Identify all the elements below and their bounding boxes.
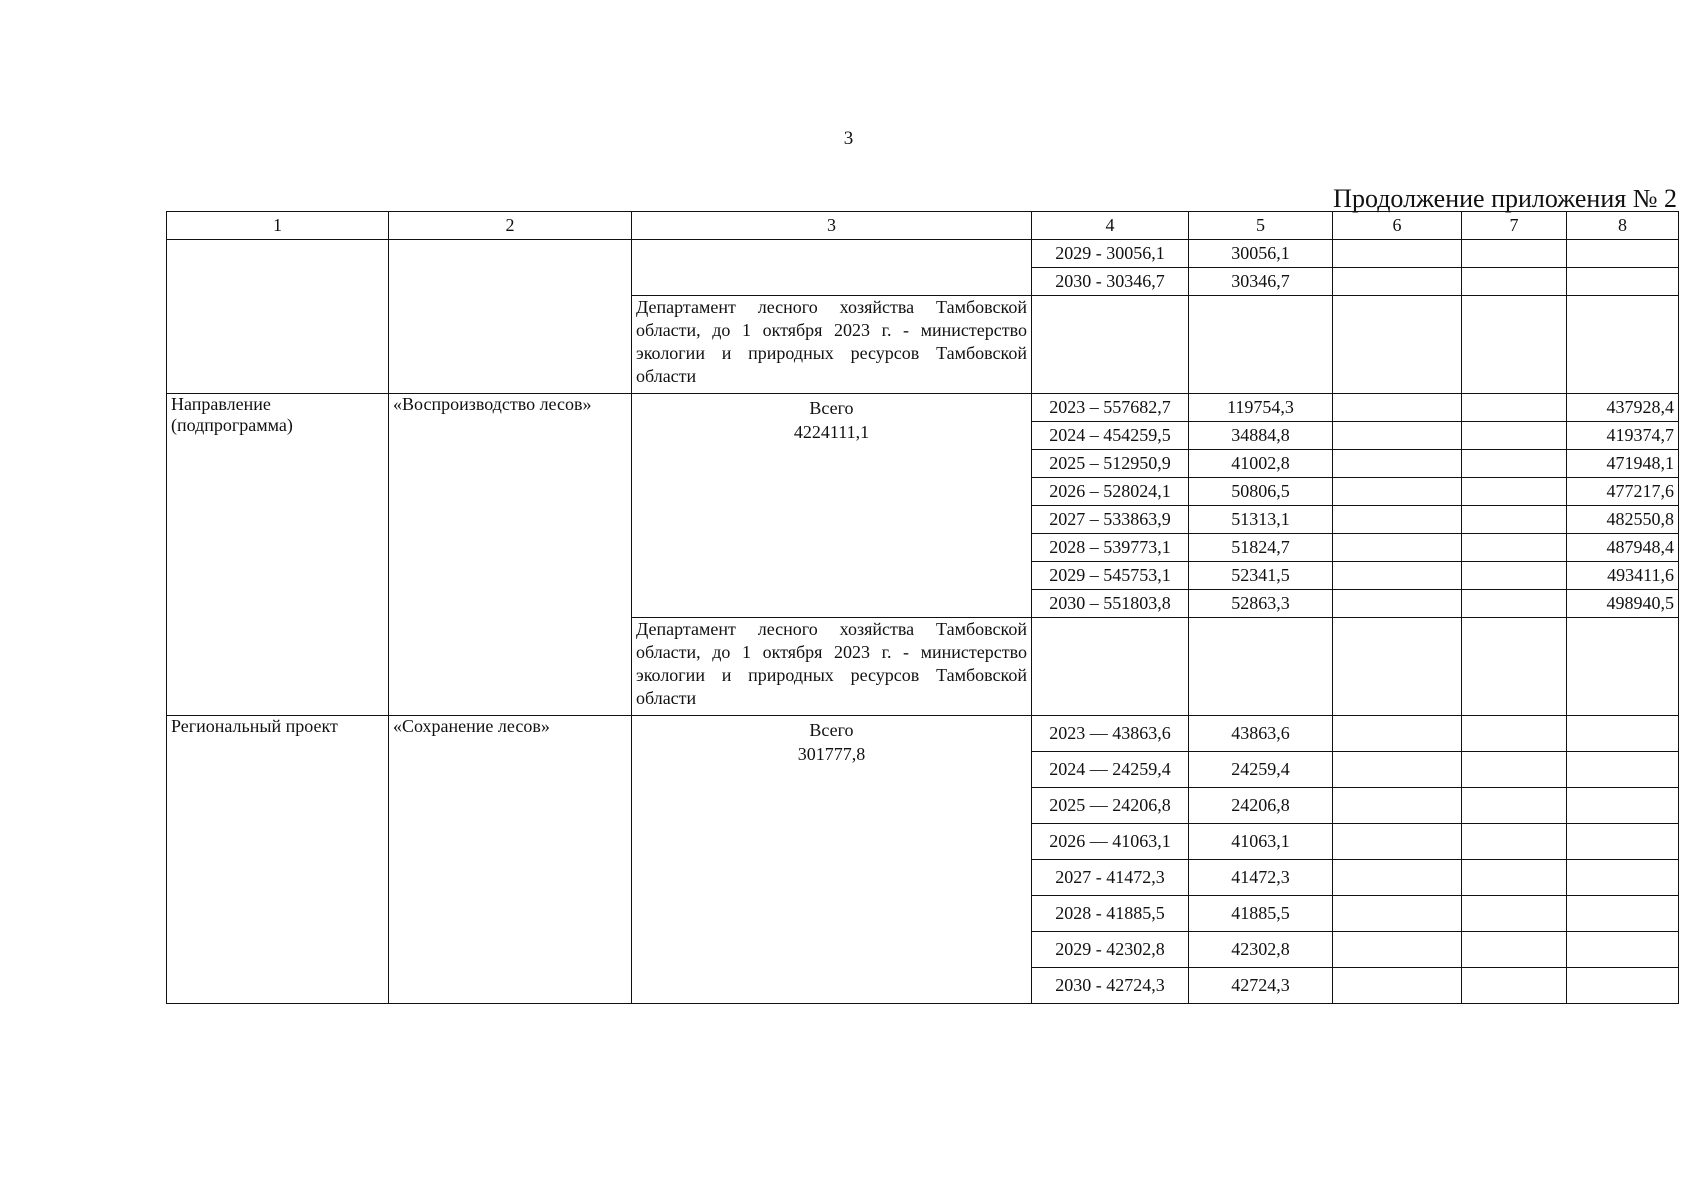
table-row: [167, 716, 1679, 752]
col5-cell: 42724,3: [1189, 968, 1333, 1004]
col8-cell: [1567, 240, 1679, 268]
col6-cell: [1333, 932, 1462, 968]
col6-cell: [1333, 860, 1462, 896]
program-type-cell: Направление (подпрограмма): [167, 394, 389, 716]
col7-cell: [1462, 590, 1567, 618]
col7-cell: [1462, 562, 1567, 590]
col6-cell: [1333, 478, 1462, 506]
year-total-cell: 2023 — 43863,6: [1032, 716, 1189, 752]
column-number: 8: [1567, 212, 1679, 240]
column-number: 5: [1189, 212, 1333, 240]
col5-cell: 42302,8: [1189, 932, 1333, 968]
col8-cell: 437928,4: [1567, 394, 1679, 422]
empty-cell: [1189, 296, 1333, 394]
col8-cell: [1567, 896, 1679, 932]
year-total-cell: 2024 — 24259,4: [1032, 752, 1189, 788]
col7-cell: [1462, 422, 1567, 450]
col8-cell: [1567, 752, 1679, 788]
column-number: 4: [1032, 212, 1189, 240]
year-total-cell: 2029 – 545753,1: [1032, 562, 1189, 590]
type-cell-empty: [167, 240, 389, 394]
col6-cell: [1333, 824, 1462, 860]
table-row: [167, 240, 1679, 268]
col7-cell: [1462, 394, 1567, 422]
col6-cell: [1333, 422, 1462, 450]
col7-cell: [1462, 968, 1567, 1004]
col5-cell: 24206,8: [1189, 788, 1333, 824]
column-number: 3: [632, 212, 1032, 240]
program-name-cell: «Сохранение лесов»: [389, 716, 632, 1004]
empty-cell: [1333, 296, 1462, 394]
col5-cell: 119754,3: [1189, 394, 1333, 422]
year-total-cell: 2030 – 551803,8: [1032, 590, 1189, 618]
empty-cell: [1567, 618, 1679, 716]
year-total-cell: 2030 - 42724,3: [1032, 968, 1189, 1004]
col8-cell: 498940,5: [1567, 590, 1679, 618]
col6-cell: [1333, 716, 1462, 752]
col5-cell: 52863,3: [1189, 590, 1333, 618]
col8-cell: 419374,7: [1567, 422, 1679, 450]
col8-cell: [1567, 824, 1679, 860]
col6-cell: [1333, 590, 1462, 618]
col7-cell: [1462, 824, 1567, 860]
program-total-cell: [632, 394, 1032, 618]
empty-cell: [1462, 296, 1567, 394]
total-block: [636, 394, 1027, 444]
year-total-cell: 2024 – 454259,5: [1032, 422, 1189, 450]
year-total-cell: 2029 - 30056,1: [1032, 240, 1189, 268]
col6-cell: [1333, 450, 1462, 478]
column-number: 2: [389, 212, 632, 240]
continuation-title: Продолжение приложения № 2: [1333, 184, 1677, 213]
column-number-row: [167, 212, 1679, 240]
col5-cell: 43863,6: [1189, 716, 1333, 752]
empty-cell: [1032, 296, 1189, 394]
col7-cell: [1462, 268, 1567, 296]
year-total-cell: 2026 – 528024,1: [1032, 478, 1189, 506]
col8-cell: 482550,8: [1567, 506, 1679, 534]
year-total-cell: 2027 - 41472,3: [1032, 860, 1189, 896]
page-number: 3: [843, 128, 854, 149]
program-name-cell: «Воспроизводство лесов»: [389, 394, 632, 716]
col6-cell: [1333, 562, 1462, 590]
empty-cell: [1567, 296, 1679, 394]
col5-cell: 34884,8: [1189, 422, 1333, 450]
col6-cell: [1333, 896, 1462, 932]
col8-cell: [1567, 968, 1679, 1004]
col7-cell: [1462, 716, 1567, 752]
col6-cell: [1333, 268, 1462, 296]
col8-cell: [1567, 932, 1679, 968]
year-total-cell: 2026 — 41063,1: [1032, 824, 1189, 860]
col8-cell: 487948,4: [1567, 534, 1679, 562]
col7-cell: [1462, 932, 1567, 968]
executor-cell: [632, 618, 1032, 716]
col5-cell: 41472,3: [1189, 860, 1333, 896]
col5-cell: 50806,5: [1189, 478, 1333, 506]
col8-cell: 471948,1: [1567, 450, 1679, 478]
col6-cell: [1333, 788, 1462, 824]
year-total-cell: 2028 – 539773,1: [1032, 534, 1189, 562]
program-type-cell: Региональный проект: [167, 716, 389, 1004]
table-row: [167, 394, 1679, 422]
col7-cell: [1462, 860, 1567, 896]
total-cell-empty: [632, 240, 1032, 296]
program-total-cell: [632, 716, 1032, 1004]
col7-cell: [1462, 752, 1567, 788]
col8-cell: 493411,6: [1567, 562, 1679, 590]
year-total-cell: 2025 – 512950,9: [1032, 450, 1189, 478]
table-body: [167, 212, 1679, 1004]
col6-cell: [1333, 534, 1462, 562]
col6-cell: [1333, 506, 1462, 534]
col7-cell: [1462, 506, 1567, 534]
col5-cell: 41885,5: [1189, 896, 1333, 932]
col5-cell: 41063,1: [1189, 824, 1333, 860]
column-number: 6: [1333, 212, 1462, 240]
column-number: 7: [1462, 212, 1567, 240]
col8-cell: [1567, 716, 1679, 752]
col6-cell: [1333, 240, 1462, 268]
col6-cell: [1333, 394, 1462, 422]
col7-cell: [1462, 450, 1567, 478]
col7-cell: [1462, 788, 1567, 824]
col7-cell: [1462, 896, 1567, 932]
empty-cell: [1189, 618, 1333, 716]
executor-text: Департамент лесного хозяйства Тамбовской области, до 1 октября 2023 г. - министерство экологии и природных ресурсов Тамбовской области: [636, 619, 1027, 708]
year-total-cell: 2028 - 41885,5: [1032, 896, 1189, 932]
col5-cell: 30346,7: [1189, 268, 1333, 296]
col7-cell: [1462, 240, 1567, 268]
total-value: 4224111,1: [793, 422, 870, 442]
year-total-cell: 2030 - 30346,7: [1032, 268, 1189, 296]
funding-table: [166, 211, 1679, 1004]
col8-cell: 477217,6: [1567, 478, 1679, 506]
year-total-cell: 2027 – 533863,9: [1032, 506, 1189, 534]
year-total-cell: 2023 – 557682,7: [1032, 394, 1189, 422]
name-cell-empty: [389, 240, 632, 394]
total-value: 301777,8: [797, 744, 866, 764]
col7-cell: [1462, 534, 1567, 562]
col5-cell: 51313,1: [1189, 506, 1333, 534]
total-block: [636, 716, 1027, 766]
empty-cell: [1032, 618, 1189, 716]
year-total-cell: 2025 — 24206,8: [1032, 788, 1189, 824]
total-label: Всего: [809, 398, 854, 418]
empty-cell: [1333, 618, 1462, 716]
executor-text: Департамент лесного хозяйства Тамбовской области, до 1 октября 2023 г. - министерство экологии и природных ресурсов Тамбовской области: [636, 297, 1027, 386]
col6-cell: [1333, 752, 1462, 788]
col5-cell: 52341,5: [1189, 562, 1333, 590]
column-number: 1: [167, 212, 389, 240]
year-total-cell: 2029 - 42302,8: [1032, 932, 1189, 968]
total-label: Всего: [809, 720, 854, 740]
col6-cell: [1333, 968, 1462, 1004]
col7-cell: [1462, 478, 1567, 506]
executor-cell: [632, 296, 1032, 394]
col5-cell: 41002,8: [1189, 450, 1333, 478]
col5-cell: 30056,1: [1189, 240, 1333, 268]
col5-cell: 24259,4: [1189, 752, 1333, 788]
col8-cell: [1567, 268, 1679, 296]
empty-cell: [1462, 618, 1567, 716]
col5-cell: 51824,7: [1189, 534, 1333, 562]
col8-cell: [1567, 788, 1679, 824]
col8-cell: [1567, 860, 1679, 896]
